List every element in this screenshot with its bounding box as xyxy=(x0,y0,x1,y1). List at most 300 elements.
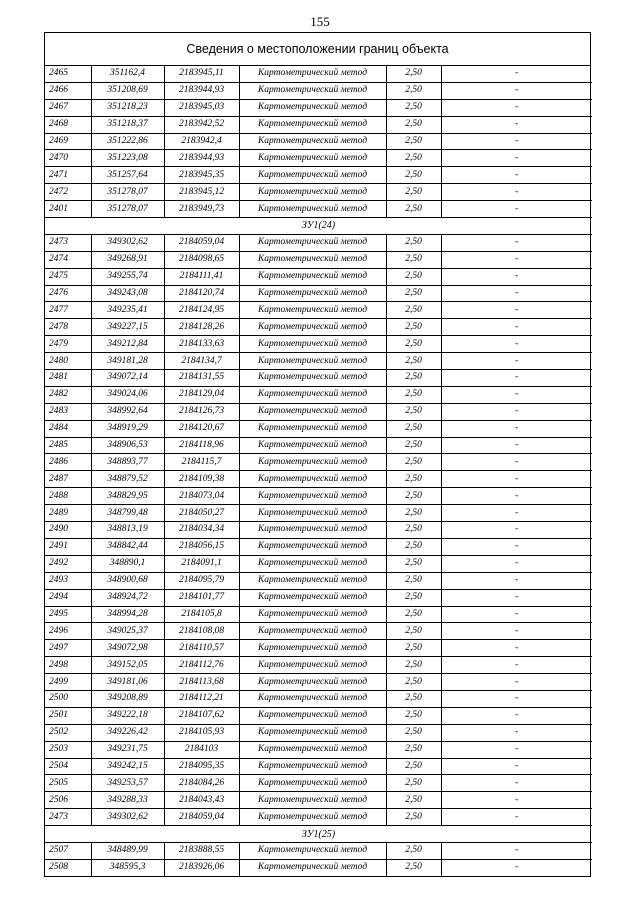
x-coordinate-cell: 349253,57 xyxy=(91,775,164,792)
table-row xyxy=(45,589,592,606)
accuracy-cell: 2,50 xyxy=(386,859,441,875)
x-coordinate-cell: 351218,23 xyxy=(91,99,164,116)
description-cell: - xyxy=(441,623,592,640)
description-cell: - xyxy=(441,353,592,370)
y-coordinate-cell: 2184134,7 xyxy=(164,353,239,370)
y-coordinate-cell: 2184124,95 xyxy=(164,302,239,319)
x-coordinate-cell: 349208,89 xyxy=(91,690,164,707)
point-number-cell: 2492 xyxy=(45,555,91,572)
point-number-cell: 2465 xyxy=(45,66,91,82)
point-number-cell: 2507 xyxy=(45,842,91,859)
y-coordinate-cell: 2184118,96 xyxy=(164,437,239,454)
description-cell: - xyxy=(441,386,592,403)
x-coordinate-cell: 351162,4 xyxy=(91,66,164,82)
point-number-cell: 2489 xyxy=(45,505,91,522)
table-row xyxy=(45,572,592,589)
accuracy-cell: 2,50 xyxy=(386,285,441,302)
table-row xyxy=(45,66,592,82)
accuracy-cell: 2,50 xyxy=(386,809,441,826)
method-cell: Картометрический метод xyxy=(239,471,386,488)
description-cell: - xyxy=(441,707,592,724)
x-coordinate-cell: 351222,86 xyxy=(91,133,164,150)
y-coordinate-cell: 2184059,04 xyxy=(164,809,239,826)
x-coordinate-cell: 351218,37 xyxy=(91,116,164,133)
y-coordinate-cell: 2184105,8 xyxy=(164,606,239,623)
description-cell: - xyxy=(441,640,592,657)
method-cell: Картометрический метод xyxy=(239,522,386,539)
y-coordinate-cell: 2184120,67 xyxy=(164,420,239,437)
method-cell: Картометрический метод xyxy=(239,201,386,218)
accuracy-cell: 2,50 xyxy=(386,66,441,82)
method-cell: Картометрический метод xyxy=(239,319,386,336)
accuracy-cell: 2,50 xyxy=(386,640,441,657)
point-number-cell: 2508 xyxy=(45,859,91,875)
x-coordinate-cell: 349181,06 xyxy=(91,674,164,691)
description-cell: - xyxy=(441,319,592,336)
y-coordinate-cell: 2184095,35 xyxy=(164,758,239,775)
method-cell: Картометрический метод xyxy=(239,674,386,691)
y-coordinate-cell: 2184084,26 xyxy=(164,775,239,792)
y-coordinate-cell: 2183944,93 xyxy=(164,82,239,99)
point-number-cell: 2494 xyxy=(45,589,91,606)
accuracy-cell: 2,50 xyxy=(386,251,441,268)
section-row xyxy=(45,826,592,843)
point-number-cell: 2497 xyxy=(45,640,91,657)
method-cell: Картометрический метод xyxy=(239,167,386,184)
description-cell: - xyxy=(441,234,592,251)
x-coordinate-cell: 348924,72 xyxy=(91,589,164,606)
description-cell: - xyxy=(441,488,592,505)
accuracy-cell: 2,50 xyxy=(386,268,441,285)
y-coordinate-cell: 2184043,43 xyxy=(164,792,239,809)
description-cell: - xyxy=(441,657,592,674)
x-coordinate-cell: 349302,62 xyxy=(91,234,164,251)
description-cell: - xyxy=(441,522,592,539)
description-cell: - xyxy=(441,505,592,522)
table-row xyxy=(45,538,592,555)
method-cell: Картометрический метод xyxy=(239,859,386,875)
accuracy-cell: 2,50 xyxy=(386,370,441,387)
x-coordinate-cell: 349072,14 xyxy=(91,370,164,387)
accuracy-cell: 2,50 xyxy=(386,403,441,420)
method-cell: Картометрический метод xyxy=(239,184,386,201)
x-coordinate-cell: 349235,41 xyxy=(91,302,164,319)
accuracy-cell: 2,50 xyxy=(386,319,441,336)
y-coordinate-cell: 2184113,68 xyxy=(164,674,239,691)
point-number-cell: 2401 xyxy=(45,201,91,218)
x-coordinate-cell: 349226,42 xyxy=(91,724,164,741)
point-number-cell: 2482 xyxy=(45,386,91,403)
accuracy-cell: 2,50 xyxy=(386,353,441,370)
description-cell: - xyxy=(441,302,592,319)
x-coordinate-cell: 349212,84 xyxy=(91,336,164,353)
x-coordinate-cell: 348595,3 xyxy=(91,859,164,875)
description-cell: - xyxy=(441,674,592,691)
method-cell: Картометрический метод xyxy=(239,555,386,572)
method-cell: Картометрический метод xyxy=(239,809,386,826)
x-coordinate-cell: 351257,64 xyxy=(91,167,164,184)
table-row xyxy=(45,522,592,539)
method-cell: Картометрический метод xyxy=(239,251,386,268)
table-row xyxy=(45,336,592,353)
method-cell: Картометрический метод xyxy=(239,623,386,640)
table-row xyxy=(45,707,592,724)
description-cell: - xyxy=(441,842,592,859)
y-coordinate-cell: 2184059,04 xyxy=(164,234,239,251)
point-number-cell: 2483 xyxy=(45,403,91,420)
method-cell: Картометрический метод xyxy=(239,657,386,674)
x-coordinate-cell: 348799,48 xyxy=(91,505,164,522)
method-cell: Картометрический метод xyxy=(239,133,386,150)
point-number-cell: 2466 xyxy=(45,82,91,99)
table-row xyxy=(45,319,592,336)
description-cell: - xyxy=(441,775,592,792)
x-coordinate-cell: 348890,1 xyxy=(91,555,164,572)
x-coordinate-cell: 351223,08 xyxy=(91,150,164,167)
point-number-cell: 2472 xyxy=(45,184,91,201)
point-number-cell: 2485 xyxy=(45,437,91,454)
method-cell: Картометрический метод xyxy=(239,792,386,809)
table-row xyxy=(45,724,592,741)
point-number-cell: 2504 xyxy=(45,758,91,775)
y-coordinate-cell: 2184110,57 xyxy=(164,640,239,657)
description-cell: - xyxy=(441,403,592,420)
table-row xyxy=(45,386,592,403)
y-coordinate-cell: 2184126,73 xyxy=(164,403,239,420)
x-coordinate-cell: 349268,91 xyxy=(91,251,164,268)
y-coordinate-cell: 2184050,27 xyxy=(164,505,239,522)
description-cell: - xyxy=(441,167,592,184)
point-number-cell: 2478 xyxy=(45,319,91,336)
description-cell: - xyxy=(441,538,592,555)
point-number-cell: 2506 xyxy=(45,792,91,809)
accuracy-cell: 2,50 xyxy=(386,116,441,133)
accuracy-cell: 2,50 xyxy=(386,420,441,437)
method-cell: Картометрический метод xyxy=(239,268,386,285)
method-cell: Картометрический метод xyxy=(239,150,386,167)
point-number-cell: 2473 xyxy=(45,809,91,826)
accuracy-cell: 2,50 xyxy=(386,623,441,640)
method-cell: Картометрический метод xyxy=(239,572,386,589)
y-coordinate-cell: 2183945,12 xyxy=(164,184,239,201)
x-coordinate-cell: 348893,77 xyxy=(91,454,164,471)
point-number-cell: 2500 xyxy=(45,690,91,707)
method-cell: Картометрический метод xyxy=(239,775,386,792)
point-number-cell: 2491 xyxy=(45,538,91,555)
description-cell: - xyxy=(441,285,592,302)
y-coordinate-cell: 2184105,93 xyxy=(164,724,239,741)
x-coordinate-cell: 348906,53 xyxy=(91,437,164,454)
coordinates-sheet xyxy=(44,32,591,877)
accuracy-cell: 2,50 xyxy=(386,741,441,758)
y-coordinate-cell: 2184131,55 xyxy=(164,370,239,387)
description-cell: - xyxy=(441,201,592,218)
method-cell: Картометрический метод xyxy=(239,640,386,657)
accuracy-cell: 2,50 xyxy=(386,386,441,403)
point-number-cell: 2481 xyxy=(45,370,91,387)
y-coordinate-cell: 2183942,4 xyxy=(164,133,239,150)
method-cell: Картометрический метод xyxy=(239,370,386,387)
table-row xyxy=(45,792,592,809)
description-cell: - xyxy=(441,82,592,99)
accuracy-cell: 2,50 xyxy=(386,690,441,707)
accuracy-cell: 2,50 xyxy=(386,201,441,218)
point-number-cell: 2475 xyxy=(45,268,91,285)
accuracy-cell: 2,50 xyxy=(386,150,441,167)
x-coordinate-cell: 348829,95 xyxy=(91,488,164,505)
y-coordinate-cell: 2184133,63 xyxy=(164,336,239,353)
table-row xyxy=(45,184,592,201)
point-number-cell: 2467 xyxy=(45,99,91,116)
table-row xyxy=(45,82,592,99)
table-row xyxy=(45,268,592,285)
x-coordinate-cell: 349243,08 xyxy=(91,285,164,302)
point-number-cell: 2471 xyxy=(45,167,91,184)
method-cell: Картометрический метод xyxy=(239,724,386,741)
x-coordinate-cell: 349227,15 xyxy=(91,319,164,336)
accuracy-cell: 2,50 xyxy=(386,471,441,488)
method-cell: Картометрический метод xyxy=(239,437,386,454)
point-number-cell: 2476 xyxy=(45,285,91,302)
description-cell: - xyxy=(441,268,592,285)
section-row xyxy=(45,218,592,235)
method-cell: Картометрический метод xyxy=(239,690,386,707)
table-row xyxy=(45,606,592,623)
point-number-cell: 2474 xyxy=(45,251,91,268)
point-number-cell: 2468 xyxy=(45,116,91,133)
x-coordinate-cell: 348994,28 xyxy=(91,606,164,623)
description-cell: - xyxy=(441,809,592,826)
description-cell: - xyxy=(441,741,592,758)
accuracy-cell: 2,50 xyxy=(386,184,441,201)
description-cell: - xyxy=(441,792,592,809)
table-row xyxy=(45,167,592,184)
table-row xyxy=(45,403,592,420)
y-coordinate-cell: 2183942,52 xyxy=(164,116,239,133)
point-number-cell: 2501 xyxy=(45,707,91,724)
description-cell: - xyxy=(441,437,592,454)
table-row xyxy=(45,437,592,454)
table-row xyxy=(45,623,592,640)
table-row xyxy=(45,116,592,133)
point-number-cell: 2477 xyxy=(45,302,91,319)
description-cell: - xyxy=(441,589,592,606)
x-coordinate-cell: 349231,75 xyxy=(91,741,164,758)
method-cell: Картометрический метод xyxy=(239,285,386,302)
method-cell: Картометрический метод xyxy=(239,707,386,724)
point-number-cell: 2473 xyxy=(45,234,91,251)
y-coordinate-cell: 2184112,76 xyxy=(164,657,239,674)
y-coordinate-cell: 2184098,65 xyxy=(164,251,239,268)
point-number-cell: 2496 xyxy=(45,623,91,640)
accuracy-cell: 2,50 xyxy=(386,302,441,319)
point-number-cell: 2493 xyxy=(45,572,91,589)
y-coordinate-cell: 2184091,1 xyxy=(164,555,239,572)
table-row xyxy=(45,150,592,167)
description-cell: - xyxy=(441,471,592,488)
description-cell: - xyxy=(441,454,592,471)
table-row xyxy=(45,133,592,150)
x-coordinate-cell: 351278,07 xyxy=(91,201,164,218)
accuracy-cell: 2,50 xyxy=(386,674,441,691)
accuracy-cell: 2,50 xyxy=(386,758,441,775)
description-cell: - xyxy=(441,150,592,167)
table-row xyxy=(45,674,592,691)
description-cell: - xyxy=(441,555,592,572)
x-coordinate-cell: 349288,33 xyxy=(91,792,164,809)
y-coordinate-cell: 2184034,34 xyxy=(164,522,239,539)
table-row xyxy=(45,842,592,859)
x-coordinate-cell: 349302,62 xyxy=(91,809,164,826)
point-number-cell: 2499 xyxy=(45,674,91,691)
point-number-cell: 2490 xyxy=(45,522,91,539)
accuracy-cell: 2,50 xyxy=(386,842,441,859)
description-cell: - xyxy=(441,572,592,589)
description-cell: - xyxy=(441,116,592,133)
x-coordinate-cell: 349072,98 xyxy=(91,640,164,657)
table-row xyxy=(45,809,592,826)
point-number-cell: 2487 xyxy=(45,471,91,488)
description-cell: - xyxy=(441,758,592,775)
description-cell: - xyxy=(441,420,592,437)
table-row xyxy=(45,99,592,116)
point-number-cell: 2480 xyxy=(45,353,91,370)
accuracy-cell: 2,50 xyxy=(386,707,441,724)
method-cell: Картометрический метод xyxy=(239,386,386,403)
point-number-cell: 2495 xyxy=(45,606,91,623)
method-cell: Картометрический метод xyxy=(239,606,386,623)
x-coordinate-cell: 348813,19 xyxy=(91,522,164,539)
y-coordinate-cell: 2184120,74 xyxy=(164,285,239,302)
method-cell: Картометрический метод xyxy=(239,538,386,555)
point-number-cell: 2505 xyxy=(45,775,91,792)
method-cell: Картометрический метод xyxy=(239,353,386,370)
y-coordinate-cell: 2183888,55 xyxy=(164,842,239,859)
table-row xyxy=(45,251,592,268)
table-row xyxy=(45,741,592,758)
table-row xyxy=(45,201,592,218)
accuracy-cell: 2,50 xyxy=(386,555,441,572)
accuracy-cell: 2,50 xyxy=(386,99,441,116)
table-row xyxy=(45,420,592,437)
method-cell: Картометрический метод xyxy=(239,82,386,99)
x-coordinate-cell: 351208,69 xyxy=(91,82,164,99)
x-coordinate-cell: 348879,52 xyxy=(91,471,164,488)
table-row xyxy=(45,859,592,875)
method-cell: Картометрический метод xyxy=(239,741,386,758)
y-coordinate-cell: 2184073,04 xyxy=(164,488,239,505)
accuracy-cell: 2,50 xyxy=(386,82,441,99)
method-cell: Картометрический метод xyxy=(239,758,386,775)
table-row xyxy=(45,758,592,775)
description-cell: - xyxy=(441,724,592,741)
table-row xyxy=(45,302,592,319)
point-number-cell: 2486 xyxy=(45,454,91,471)
y-coordinate-cell: 2184095,79 xyxy=(164,572,239,589)
accuracy-cell: 2,50 xyxy=(386,488,441,505)
description-cell: - xyxy=(441,99,592,116)
table-row xyxy=(45,471,592,488)
accuracy-cell: 2,50 xyxy=(386,454,441,471)
y-coordinate-cell: 2184103 xyxy=(164,741,239,758)
point-number-cell: 2479 xyxy=(45,336,91,353)
table-row xyxy=(45,505,592,522)
accuracy-cell: 2,50 xyxy=(386,336,441,353)
table-row xyxy=(45,234,592,251)
y-coordinate-cell: 2184109,38 xyxy=(164,471,239,488)
description-cell: - xyxy=(441,859,592,875)
method-cell: Картометрический метод xyxy=(239,488,386,505)
accuracy-cell: 2,50 xyxy=(386,792,441,809)
x-coordinate-cell: 348900,68 xyxy=(91,572,164,589)
point-number-cell: 2488 xyxy=(45,488,91,505)
accuracy-cell: 2,50 xyxy=(386,589,441,606)
point-number-cell: 2503 xyxy=(45,741,91,758)
method-cell: Картометрический метод xyxy=(239,66,386,82)
y-coordinate-cell: 2184115,7 xyxy=(164,454,239,471)
x-coordinate-cell: 349222,18 xyxy=(91,707,164,724)
description-cell: - xyxy=(441,336,592,353)
table-row xyxy=(45,657,592,674)
accuracy-cell: 2,50 xyxy=(386,572,441,589)
method-cell: Картометрический метод xyxy=(239,454,386,471)
accuracy-cell: 2,50 xyxy=(386,522,441,539)
x-coordinate-cell: 348489,99 xyxy=(91,842,164,859)
table-row xyxy=(45,353,592,370)
method-cell: Картометрический метод xyxy=(239,116,386,133)
point-number-cell: 2484 xyxy=(45,420,91,437)
description-cell: - xyxy=(441,66,592,82)
description-cell: - xyxy=(441,251,592,268)
point-number-cell: 2469 xyxy=(45,133,91,150)
accuracy-cell: 2,50 xyxy=(386,133,441,150)
section-label: ЗУ1(25) xyxy=(45,826,592,843)
table-row xyxy=(45,370,592,387)
accuracy-cell: 2,50 xyxy=(386,775,441,792)
x-coordinate-cell: 349242,15 xyxy=(91,758,164,775)
x-coordinate-cell: 349255,74 xyxy=(91,268,164,285)
method-cell: Картометрический метод xyxy=(239,842,386,859)
y-coordinate-cell: 2184108,08 xyxy=(164,623,239,640)
description-cell: - xyxy=(441,690,592,707)
y-coordinate-cell: 2184111,41 xyxy=(164,268,239,285)
method-cell: Картометрический метод xyxy=(239,420,386,437)
x-coordinate-cell: 349152,05 xyxy=(91,657,164,674)
method-cell: Картометрический метод xyxy=(239,99,386,116)
table-row xyxy=(45,555,592,572)
table-row xyxy=(45,775,592,792)
x-coordinate-cell: 349024,06 xyxy=(91,386,164,403)
table-row xyxy=(45,640,592,657)
description-cell: - xyxy=(441,184,592,201)
y-coordinate-cell: 2184101,77 xyxy=(164,589,239,606)
coordinates-table xyxy=(45,66,592,876)
method-cell: Картометрический метод xyxy=(239,302,386,319)
method-cell: Картометрический метод xyxy=(239,403,386,420)
point-number-cell: 2498 xyxy=(45,657,91,674)
x-coordinate-cell: 348842,44 xyxy=(91,538,164,555)
y-coordinate-cell: 2184129,04 xyxy=(164,386,239,403)
y-coordinate-cell: 2184056,15 xyxy=(164,538,239,555)
table-row xyxy=(45,285,592,302)
method-cell: Картометрический метод xyxy=(239,505,386,522)
description-cell: - xyxy=(441,606,592,623)
accuracy-cell: 2,50 xyxy=(386,234,441,251)
y-coordinate-cell: 2183945,35 xyxy=(164,167,239,184)
description-cell: - xyxy=(441,133,592,150)
x-coordinate-cell: 348919,29 xyxy=(91,420,164,437)
method-cell: Картометрический метод xyxy=(239,234,386,251)
